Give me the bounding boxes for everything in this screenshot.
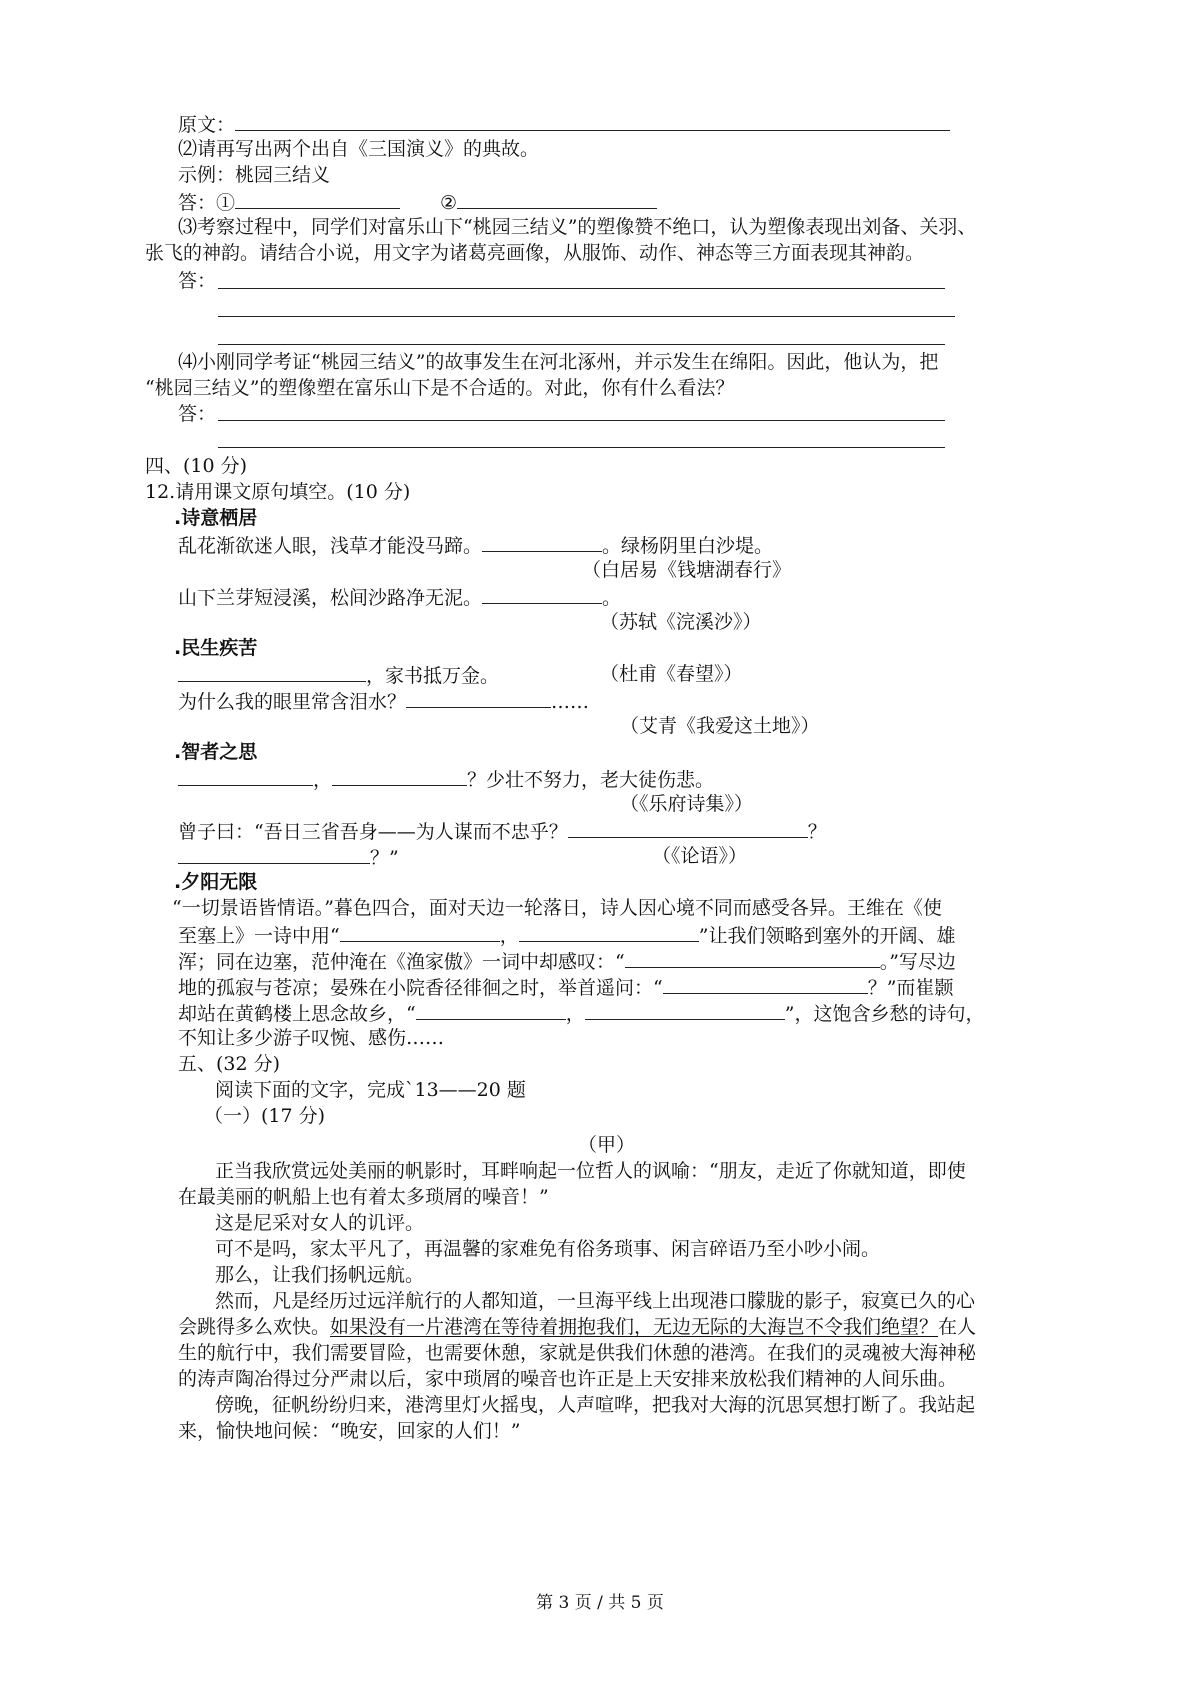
- paragraph-line: [178, 999, 984, 1027]
- fill-blank[interactable]: [406, 687, 551, 708]
- text: 。绿杨阴里白沙堤。: [602, 535, 774, 557]
- paragraph-line: [178, 973, 953, 1001]
- fill-blank[interactable]: [625, 947, 880, 968]
- text: ？少壮不努力，老大徒伤悲。: [467, 769, 715, 791]
- passage-line: [178, 1314, 976, 1340]
- reading-instruction: 阅读下面的文字，完成`13——20 题: [215, 1079, 526, 1101]
- paragraph-line: [178, 947, 956, 975]
- answer-blank[interactable]: [235, 110, 950, 131]
- text: ”让我们领略到塞外的开阔、雄: [698, 925, 956, 947]
- poem-line: [178, 583, 621, 611]
- text: 至塞上》一诗中用“: [178, 925, 340, 947]
- passage-line: 生的航行中，我们需要冒险，也需要休憩，家就是供我们休憩的港湾。在我们的灵魂被大海神秘: [178, 1342, 977, 1364]
- text: 乱花渐欲迷人眼，浅草才能没马蹄。: [178, 535, 483, 557]
- poem-line: [178, 687, 589, 715]
- fill-blank[interactable]: [482, 583, 602, 604]
- section-4-title: 四、(10 分): [145, 455, 248, 477]
- source-citation: （白居易《钱塘湖春行》: [582, 559, 792, 581]
- fill-blank[interactable]: [663, 973, 868, 994]
- heading-poetic-dwelling: .诗意栖居: [174, 507, 258, 529]
- example-text: 示例：桃园三结义: [178, 164, 331, 186]
- passage-line: 的涛声陶冶得过分严肃以后，家中琐屑的噪音也许正是上天安排来放松我们精神的人间乐曲。: [178, 1368, 958, 1390]
- text: 曾子曰：“吾日三省吾身——为人谋而不忠乎？: [178, 821, 568, 843]
- answer-blank-1[interactable]: [235, 188, 400, 209]
- text: ”，这饱含乡愁的诗句，: [784, 1003, 985, 1025]
- part-one-label: （一）(17 分): [204, 1105, 326, 1127]
- original-text-line: [178, 110, 950, 138]
- original-label: 原文：: [178, 114, 236, 136]
- question-12: 12.请用课文原句填空。(10 分): [145, 481, 411, 503]
- passage-line: 傍晚，征帆纷纷归来，港湾里灯火摇曳，人声喧哗，把我对大海的沉思冥想打断了。我站起: [215, 1394, 976, 1416]
- source-citation: （《乐府诗集》）: [620, 793, 754, 815]
- question-11-4-line1: ⑷小刚同学考证“桃园三结义”的故事发生在河北涿州，并示发生在绵阳。因此，他认为，把: [178, 351, 939, 373]
- underlined-sentence: 如果没有一片港湾在等待着拥抱我们，无边无际的大海岂不令我们绝望？: [330, 1316, 939, 1338]
- passage-line: 正当我欣赏远处美丽的帆影时，耳畔响起一位哲人的讽喻：“朋友，走近了你就知道，即使: [215, 1160, 966, 1182]
- question-11-3-line1: ⑶考察过程中，同学们对富乐山下“桃园三结义”的塑像赞不绝口，认为塑像表现出刘备、关羽、: [178, 216, 977, 238]
- answer-rule[interactable]: [218, 288, 945, 289]
- text: 。”写尽边: [879, 951, 956, 973]
- answer-rule[interactable]: [218, 344, 945, 345]
- text: 地的孤寂与苍凉；晏殊在小院香径徘徊之时，举首遥问：“: [178, 977, 663, 999]
- text: 为什么我的眼里常含泪水？: [178, 691, 407, 713]
- text: ？”而崔颢: [867, 977, 954, 999]
- poem-line: [178, 817, 827, 845]
- circle-one: ①: [216, 192, 236, 214]
- passage-line: 这是尼采对女人的讥评。: [215, 1212, 425, 1234]
- poem-line: [178, 531, 773, 559]
- text: ……: [551, 691, 590, 713]
- text: ，: [313, 769, 333, 791]
- poem-line: [178, 843, 399, 871]
- poem-line: [178, 661, 499, 689]
- passage-line: 然而，凡是经历过远洋航行的人都知道，一旦海平线上出现港口朦胧的影子，寂寞已久的心: [215, 1290, 976, 1312]
- fill-blank[interactable]: [178, 661, 366, 682]
- fill-blank[interactable]: [416, 999, 566, 1020]
- question-11-4-line2: “桃园三结义”的塑像塑在富乐山下是不合适的。对此，你有什么看法？: [145, 377, 735, 399]
- source-citation: （《论语》）: [652, 845, 748, 867]
- answer-rule[interactable]: [218, 420, 945, 421]
- fill-blank[interactable]: [178, 843, 370, 864]
- text: 山下兰芽短浸溪，松间沙路净无泥。: [178, 587, 483, 609]
- source-citation: （杜甫《春望》）: [600, 663, 743, 685]
- text: ，: [565, 1003, 585, 1025]
- answer-label-3: 答：: [178, 270, 217, 292]
- paragraph-line: 不知让多少游子叹惋、感伤……: [178, 1027, 445, 1049]
- answer-label-4: 答：: [178, 403, 217, 425]
- answer-rule[interactable]: [218, 447, 945, 448]
- heading-sunset: .夕阳无限: [174, 871, 258, 893]
- question-11-2: ⑵请再写出两个出自《三国演义》的典故。: [178, 138, 540, 160]
- fill-blank[interactable]: [332, 765, 467, 786]
- text: 浑；同在边塞，范仲淹在《渔家傲》一词中却感叹：“: [178, 951, 625, 973]
- heading-wise-thought: .智者之思: [174, 741, 258, 763]
- question-11-3-line2: 张飞的神韵。请结合小说，用文字为诸葛亮画像，从服饰、动作、神态等三方面表现其神韵。: [145, 242, 925, 264]
- fill-blank[interactable]: [519, 921, 699, 942]
- passage-line: 那么，让我们扬帆远航。: [215, 1264, 425, 1286]
- text: ？”: [370, 847, 399, 869]
- text: 会跳得多么欢快。: [178, 1316, 331, 1338]
- paragraph-line: [178, 921, 955, 949]
- source-citation: （苏轼《浣溪沙》）: [600, 611, 762, 633]
- answer-rule[interactable]: [218, 316, 955, 317]
- text: 。: [602, 587, 622, 609]
- text: 却站在黄鹤楼上思念故乡，“: [178, 1003, 416, 1025]
- answer-blank-2[interactable]: [457, 188, 657, 209]
- heading-people-suffering: .民生疾苦: [174, 637, 258, 659]
- fill-blank[interactable]: [568, 817, 808, 838]
- passage-line: 来，愉快地问候：“晚安，回家的人们！”: [178, 1420, 521, 1442]
- source-citation: （艾青《我爱这土地》）: [620, 715, 820, 737]
- text: ，家书抵万金。: [366, 665, 500, 687]
- text: 在人: [938, 1316, 977, 1338]
- passage-line: 可不是吗，家太平凡了，再温馨的家难免有俗务琐事、闲言碎语乃至小吵小闹。: [215, 1238, 881, 1260]
- answer-line-2: [178, 188, 657, 216]
- fill-blank[interactable]: [178, 765, 313, 786]
- answer-label: 答：: [178, 192, 217, 214]
- text: ？: [807, 821, 827, 843]
- fill-blank[interactable]: [340, 921, 500, 942]
- paragraph-line: “一切景语皆情语。”暮色四合，面对天边一轮落日，诗人因心境不同而感受各异。王维在《使: [172, 897, 942, 919]
- section-5-title: 五、(32 分): [178, 1053, 281, 1075]
- passage-line: 在最美丽的帆船上也有着太多琐屑的噪音！”: [178, 1186, 549, 1208]
- fill-blank[interactable]: [585, 999, 785, 1020]
- page-footer: 第 3 页 / 共 5 页: [536, 1593, 664, 1613]
- poem-line: [178, 765, 714, 793]
- passage-label-jia: （甲）: [578, 1134, 636, 1156]
- text: ，: [499, 925, 519, 947]
- circle-two: ②: [440, 192, 458, 214]
- fill-blank[interactable]: [482, 531, 602, 552]
